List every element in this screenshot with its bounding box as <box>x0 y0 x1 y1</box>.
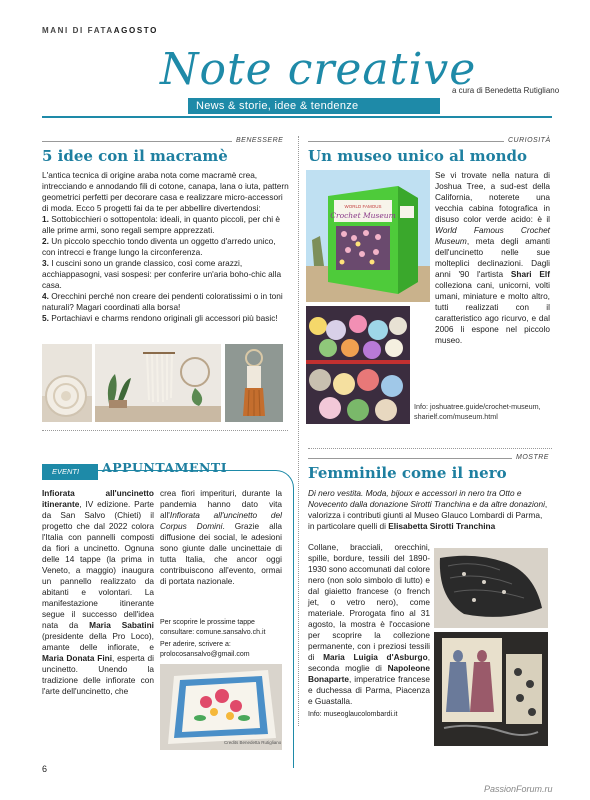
masthead-brand: MANI DI FATA <box>42 26 114 35</box>
kicker-rule-museo <box>308 141 504 142</box>
donor-name: Elisabetta Sirotti Tranchina <box>388 521 496 531</box>
femminile-info: Info: museoglaucolombardi.it <box>308 711 398 718</box>
headline-femminile: Femminile come il nero <box>308 464 507 482</box>
crochet-museum-booth-photo <box>306 170 430 302</box>
appuntamenti-info <box>160 618 282 659</box>
museo-info: Info: joshuatree.guide/crochet-museum, sharielf.com/museum.html <box>414 402 541 421</box>
kicker-rule-macrame <box>42 141 232 142</box>
list-item: 4. Orecchini perché non creare dei pendenti coloratissimi o in toni naturali? Magari coordinati alla borsa! <box>42 291 283 312</box>
masthead <box>42 26 158 35</box>
eventi-tag: EVENTI <box>42 464 98 480</box>
column-divider <box>298 136 299 726</box>
info-tappe: Per scoprire le prossime tappe consultare: comune.sansalvo.ch.it <box>160 619 266 636</box>
appuntamenti-body-right: crea fiori imperituri, durante la pandemia hanno dato vita all'Infiorata all'uncinetto del Corpus Domini. Grazie alla diffusione dei social, le adesioni sono giunte dalle uncinettaie di tutta Italia, che ancor oggi contribuiscono all'evento, ormai di portata nazionale. <box>160 488 282 586</box>
headline-macrame: 5 idee con il macramè <box>42 147 228 165</box>
organizer-2: Maria Donata Fini <box>42 653 113 663</box>
museo-p1: Se vi trovate nella natura di Joshua Tree, a sud-est della California, noterete una vecchia cabina fotografica in disuso color verde acido: è il <box>435 170 550 224</box>
list-item: 1. Sottobicchieri o sottopentola: ideali, in quanto piccoli, per chi è alle prime armi, sono regali sempre apprezzati. <box>42 214 280 235</box>
macrame-keychain-photo <box>225 344 283 422</box>
section-banner: News & storie, idee & tendenze <box>188 98 440 114</box>
banner-rule <box>42 116 552 118</box>
macrame-intro: L'antica tecnica di origine araba nota come macramè crea, intrecciando e annodando fili di cotone, canapa, lana o iuta, pattern geometrici perfetti per decorare casa e realizzare micro-accessori di moda. Ecco 5 progetti fai da te per abbellire divertendosi: <box>42 170 289 213</box>
infiorata-panel-photo <box>160 664 282 750</box>
appuntamenti-title: APPUNTAMENTI <box>102 460 228 475</box>
info-aderire: Per aderire, scrivere a: prolocosansalvo@gmail.com <box>160 641 250 658</box>
crochet-toys-shelf-photo <box>306 306 410 424</box>
section-title: Note creative <box>160 44 477 95</box>
macrame-wallhanging-photo <box>95 344 221 422</box>
kicker-macrame: BENESSERE <box>236 137 284 144</box>
museo-artist: Shari Elf <box>510 269 550 279</box>
museo-p2: , meta degli amanti dell'uncinetto nelle sue molteplici declinazioni. Dagli anni '90 l'artista <box>435 236 550 279</box>
list-item: 5. Portachiavi e charms rendono originali gli accessori più basic! <box>42 313 278 323</box>
kicker-femminile: MOSTRE <box>516 454 549 461</box>
femminile-intro: Di nero vestita. Moda, bijoux e accessori in nero tra Otto e Novecento dalla donazione Sirotti Tranchina e da altre donazioni, valorizza i contributi giunti al Museo Glauco Lombardi di Parma, in particolare quelli di Elisabetta Sirotti Tranchina <box>308 488 548 531</box>
booth-sign-big: Crochet Museum <box>330 211 396 220</box>
museo-p1-em: World Famous Crochet Museum <box>435 225 550 246</box>
article-macrame-body <box>42 170 290 324</box>
watermark: PassionForum.ru <box>484 784 553 794</box>
event-title: Infiorata all'uncinetto itinerante <box>42 488 154 509</box>
masthead-month: AGOSTO <box>113 26 158 35</box>
organizer-1: Maria Sabatini <box>89 620 154 630</box>
headline-museo: Un museo unico al mondo <box>308 147 527 165</box>
page-number: 6 <box>42 764 48 774</box>
macrame-coaster-photo <box>42 344 92 422</box>
list-item: 3. I cuscini sono un grande classico, così come arazzi, acchiappasogni, vasi sospesi: per conferire un'aria boho-chic alla casa. <box>42 258 282 290</box>
kicker-rule-femminile <box>308 458 512 459</box>
photo-credit: Credits Benedetta Rutigliano <box>224 740 282 745</box>
kicker-museo: CURIOSITÀ <box>508 137 551 144</box>
row-divider-right <box>308 448 552 449</box>
list-item: 2. Un piccolo specchio tondo diventa un oggetto d'arredo unico, con intrecci e frange lungo la circonferenza. <box>42 236 276 257</box>
museo-p3: colleziona cani, unicorni, volti umani, miniature e molto altro, tutti realizzati con il caratteristico ago ricurvo, e dal 2006 li espone nel piccolo museo. <box>435 280 550 345</box>
curator-credit: a cura di Benedetta Rutigliano <box>452 86 560 95</box>
fashion-plate-photo <box>434 632 548 746</box>
black-lace-photo <box>434 548 548 628</box>
booth-sign-small: WORLD FAMOUS <box>344 204 382 209</box>
appuntamenti-body-left: Infiorata all'uncinetto itinerante, IV edizione. Parte da San Salvo (Chieti) il progetto che dal 2022 colora l'Italia con pannelli composti da fiori a uncinetto. Ognuna delle 14 tappe (la prima in Veneto, a maggio) inaugura un pannello realizzato da abitanti e volontari. La manifestazione itinerante segue il successo dell'idea nata da Maria Sabatini (presidente della Pro Loco), amante delle infiorate, e Maria Donata Fini, esperta di uncinetto. Unendo la tradizione delle infiorate con l'arte dell'uncinetto, che <box>42 488 154 696</box>
row-divider-left <box>42 430 288 431</box>
femminile-body: Collane, bracciali, orecchini, spille, bordure, tessili del 1890-1930 sono accomunati dal colore nero (non solo simbolo di lutto) e dal giaietto francese (o french jet, o vetro nero), come materiale. Prorogata fino al 31 agosto, la mostra è l'occasione per scoprire la collezione permanente, con i preziosi tessili di Maria Luigia d'Asburgo, seconda moglie di Napoleone Bonaparte, imperatrice francese e duchessa di Parma, Piacenza e Guastalla. Info: museoglaucolombardi.it <box>308 542 430 718</box>
article-museo-body-top <box>435 170 550 346</box>
